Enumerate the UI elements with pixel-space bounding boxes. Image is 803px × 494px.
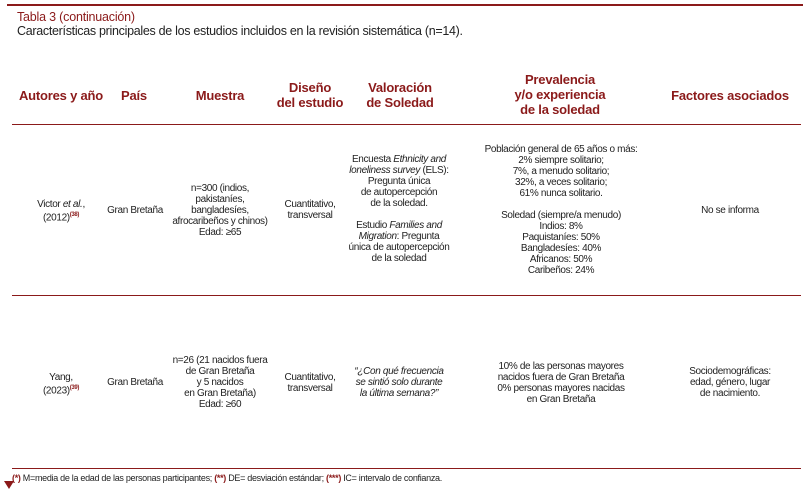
cell-autor — [14, 372, 108, 396]
autor-etal: et al. — [62, 199, 83, 210]
spacer — [466, 199, 656, 210]
prevalencia-line: 10% de las personas mayores — [498, 361, 624, 372]
muestra-line: Edad: ≥60 — [198, 399, 242, 410]
prevalencia-line: Población general de 65 años o más: — [484, 144, 638, 155]
autor-line2 — [14, 383, 108, 396]
factores-line: edad, género, lugar — [689, 377, 771, 388]
header-valoracion-line2: de Soledad — [366, 95, 434, 110]
valoracion-line — [342, 165, 456, 176]
cell-valoracion — [342, 154, 456, 264]
table-header-block — [7, 4, 803, 38]
header-diseno-line2: del estudio — [276, 95, 344, 110]
diseno-line: Cuantitativo, — [284, 199, 336, 210]
valoracion-italic: Ethnicity and — [393, 154, 447, 165]
muestra-line: n=300 (indios, — [190, 183, 250, 194]
diseno-line: Cuantitativo, — [284, 372, 336, 383]
prevalencia-line: 0% personas mayores nacidas — [497, 383, 625, 394]
reference-link[interactable]: (38) — [69, 212, 80, 218]
cell-diseno — [276, 372, 344, 394]
cell-diseno — [276, 199, 344, 221]
factores-line: de nacimiento. — [699, 388, 761, 399]
footnote-mark: (*) — [12, 473, 21, 483]
valoracion-italic: Families and — [389, 220, 442, 231]
autor-name: Yang, — [49, 372, 73, 383]
valoracion-line: de la soledad — [371, 253, 427, 264]
cell-muestra — [164, 355, 276, 410]
top-rule — [7, 4, 803, 6]
valoracion-line — [342, 220, 456, 231]
autor-name: Victor — [37, 199, 63, 210]
footnote-mark: (***) — [326, 473, 342, 483]
header-prevalencia-line1: Prevalencia — [524, 72, 596, 87]
header-prevalencia — [480, 72, 640, 117]
cell-factores: No se informa — [701, 205, 759, 216]
header-valoracion-line1: Valoración — [368, 80, 432, 95]
prevalencia-line: 61% nunca solitario. — [519, 188, 603, 199]
valoracion-line: única de autopercepción — [348, 242, 450, 253]
factores-line: Sociodemográficas: — [689, 366, 771, 377]
header-diseno — [270, 80, 350, 110]
muestra-line: Edad: ≥65 — [198, 227, 242, 238]
table-subtitle: Características principales de los estudios incluidos en la revisión sistemática (n=14). — [17, 24, 463, 38]
cell-factores — [664, 366, 796, 399]
prevalencia-line: nacidos fuera de Gran Bretaña — [497, 372, 625, 383]
prevalencia-line: Soledad (siempre/a menudo) — [501, 210, 621, 221]
header-rule — [12, 124, 801, 125]
prevalencia-line: en Gran Bretaña — [526, 394, 596, 405]
valoracion-italic: loneliness survey — [349, 165, 421, 176]
valoracion-line — [342, 154, 456, 165]
muestra-line: y 5 nacidos — [196, 377, 244, 388]
valoracion-line: la última semana?” — [359, 388, 439, 399]
cell-valoracion — [342, 366, 456, 399]
valoracion-italic: Migration — [358, 231, 397, 242]
cell-pais: Gran Bretaña — [107, 205, 163, 216]
valoracion-text: Encuesta — [351, 154, 394, 165]
autor-year: (2012) — [42, 212, 70, 224]
muestra-line: afrocaribeños y chinos) — [172, 216, 268, 227]
header-prevalencia-line2: y/o experiencia — [514, 87, 606, 102]
prevalencia-line: Paquistaníes: 50% — [522, 232, 600, 243]
prevalencia-line: Caribeños: 24% — [527, 265, 595, 276]
cell-muestra — [164, 183, 276, 238]
valoracion-text: Estudio — [356, 220, 390, 231]
cell-pais: Gran Bretaña — [107, 377, 163, 388]
valoracion-text: (ELS): — [420, 165, 449, 176]
valoracion-line: de la soledad. — [370, 198, 428, 209]
muestra-line: n=26 (21 nacidos fuera — [172, 355, 268, 366]
footnote-text: DE= desviación estándar; — [226, 473, 327, 483]
prevalencia-line: Africanos: 50% — [529, 254, 593, 265]
diseno-line: transversal — [287, 383, 333, 394]
valoracion-line — [342, 231, 456, 242]
autor-year: (2023) — [42, 385, 70, 397]
footnote-text: M=media de la edad de las personas participantes; — [20, 473, 215, 483]
autor-line2 — [14, 210, 108, 223]
muestra-line: pakistaníes, — [195, 194, 245, 205]
valoracion-line: se sintió solo durante — [355, 377, 443, 388]
spacer — [342, 209, 456, 220]
header-factores: Factores asociados — [671, 88, 789, 103]
footnote-text: IC= intervalo de confianza. — [341, 473, 442, 483]
valoracion-line: de autopercepción — [360, 187, 438, 198]
valoracion-text: : Pregunta — [396, 231, 440, 242]
autor-line1 — [14, 199, 108, 210]
muestra-line: bangladesíes, — [191, 205, 249, 216]
reference-link[interactable]: (39) — [69, 385, 80, 391]
header-pais: País — [121, 88, 147, 103]
table-title: Tabla 3 (continuación) — [17, 10, 135, 24]
header-valoracion — [352, 80, 448, 110]
muestra-line: en Gran Bretaña) — [184, 388, 256, 399]
header-diseno-line1: Diseño — [288, 80, 332, 95]
prevalencia-line: 2% siempre solitario; — [518, 155, 604, 166]
header-muestra: Muestra — [195, 88, 245, 103]
cell-prevalencia — [466, 361, 656, 405]
header-prevalencia-line3: de la soledad — [520, 102, 600, 117]
header-autores: Autores y año — [18, 88, 104, 103]
prevalencia-line: 32%, a veces solitario; — [515, 177, 607, 188]
cell-autor — [14, 199, 108, 223]
prevalencia-line: Bangladesíes: 40% — [520, 243, 602, 254]
cell-prevalencia — [466, 144, 656, 276]
prevalencia-line: Indios: 8% — [539, 221, 583, 232]
table-footnote — [12, 473, 442, 483]
valoracion-line: “¿Con qué frecuencia — [354, 366, 444, 377]
diseno-line: transversal — [287, 210, 333, 221]
bottom-rule — [12, 468, 801, 469]
prevalencia-line: 7%, a menudo solitario; — [512, 166, 610, 177]
footnote-mark: (**) — [214, 473, 226, 483]
autor-comma: , — [82, 199, 85, 210]
muestra-line: de Gran Bretaña — [185, 366, 255, 377]
row-divider — [12, 295, 801, 296]
valoracion-line: Pregunta única — [367, 176, 431, 187]
